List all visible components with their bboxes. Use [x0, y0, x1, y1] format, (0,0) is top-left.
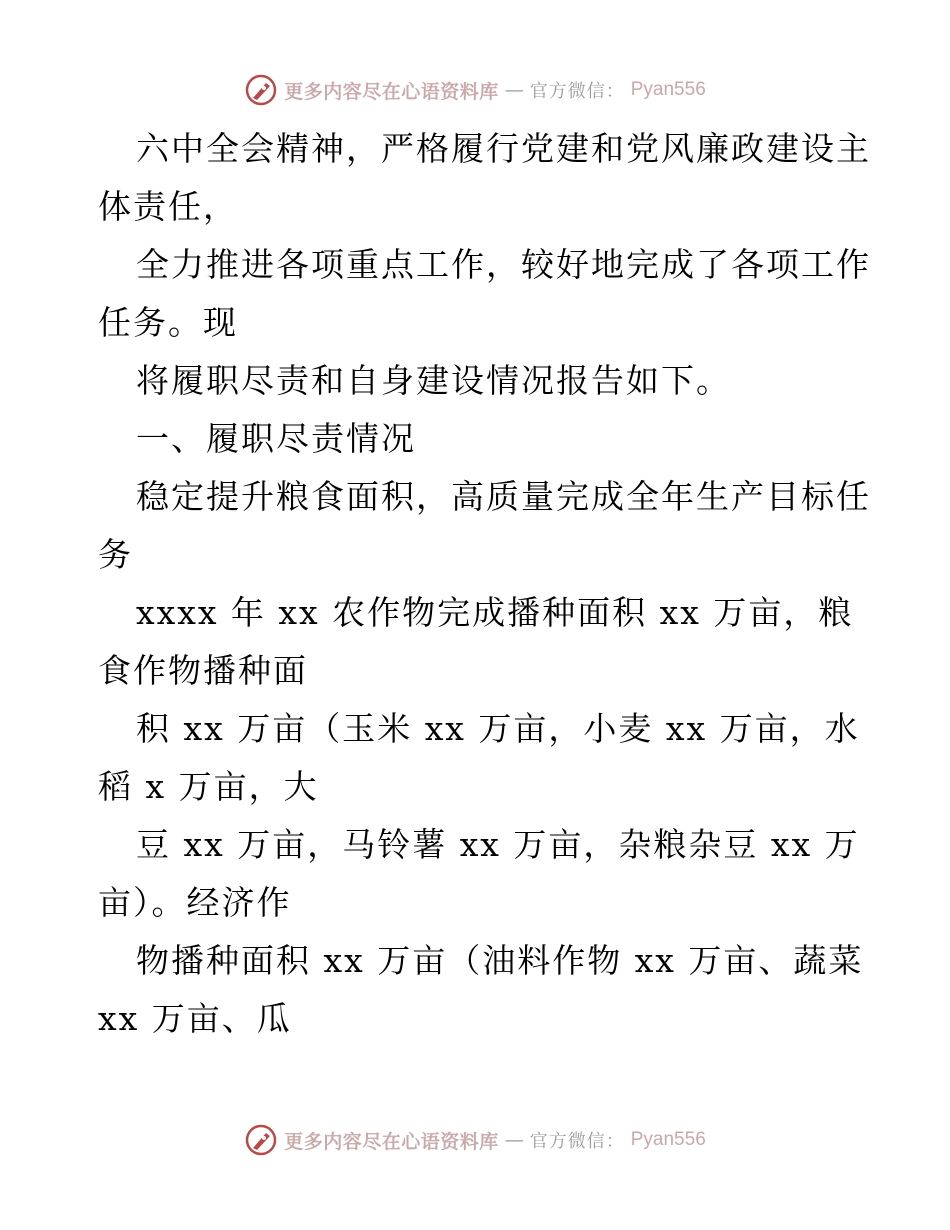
body-line: 六中全会精神，严格履行党建和党风廉政建设主 — [136, 129, 871, 168]
header-wechat-handle: Pyan556 — [630, 79, 706, 100]
header-promo-text: 更多内容尽在心语资料库 — [284, 80, 499, 103]
pen-nib-logo-icon — [244, 73, 278, 107]
pen-nib-logo-icon — [244, 1123, 278, 1157]
body-line: 积 xx 万亩（玉米 xx 万亩，小麦 xx 万亩，水 — [136, 709, 860, 748]
footer-banner — [0, 1120, 950, 1160]
body-line: xx 万亩、瓜 — [98, 999, 292, 1038]
header-banner — [0, 70, 950, 110]
body-line: 全力推进各项重点工作，较好地完成了各项工作 — [136, 245, 871, 284]
footer-wechat-label: 官方微信： — [529, 1131, 625, 1152]
body-line: 食作物播种面 — [98, 651, 308, 690]
body-line: 稻 x 万亩，大 — [98, 767, 319, 806]
document-body — [98, 120, 871, 1048]
section-heading: 一、履职尽责情况 — [136, 419, 416, 458]
body-line: 务 — [98, 535, 133, 574]
body-line: 豆 xx 万亩，马铃薯 xx 万亩，杂粮杂豆 xx 万 — [136, 825, 860, 864]
header-dash: — — [504, 79, 524, 101]
body-line: xxxx 年 xx 农作物完成播种面积 xx 万亩，粮 — [136, 593, 854, 632]
footer-wechat-handle: Pyan556 — [630, 1129, 706, 1150]
footer-dash: — — [504, 1129, 524, 1151]
body-line: 亩）。经济作 — [98, 883, 292, 922]
body-line: 任务。现 — [98, 303, 238, 342]
body-line: 物播种面积 xx 万亩（油料作物 xx 万亩、蔬菜 — [136, 941, 864, 980]
body-line: 体责任， — [98, 187, 238, 226]
body-line: 将履职尽责和自身建设情况报告如下。 — [136, 361, 731, 400]
body-line: 稳定提升粮食面积，高质量完成全年生产目标任 — [136, 477, 871, 516]
header-wechat-label: 官方微信： — [529, 81, 625, 102]
footer-promo-text: 更多内容尽在心语资料库 — [284, 1130, 499, 1153]
